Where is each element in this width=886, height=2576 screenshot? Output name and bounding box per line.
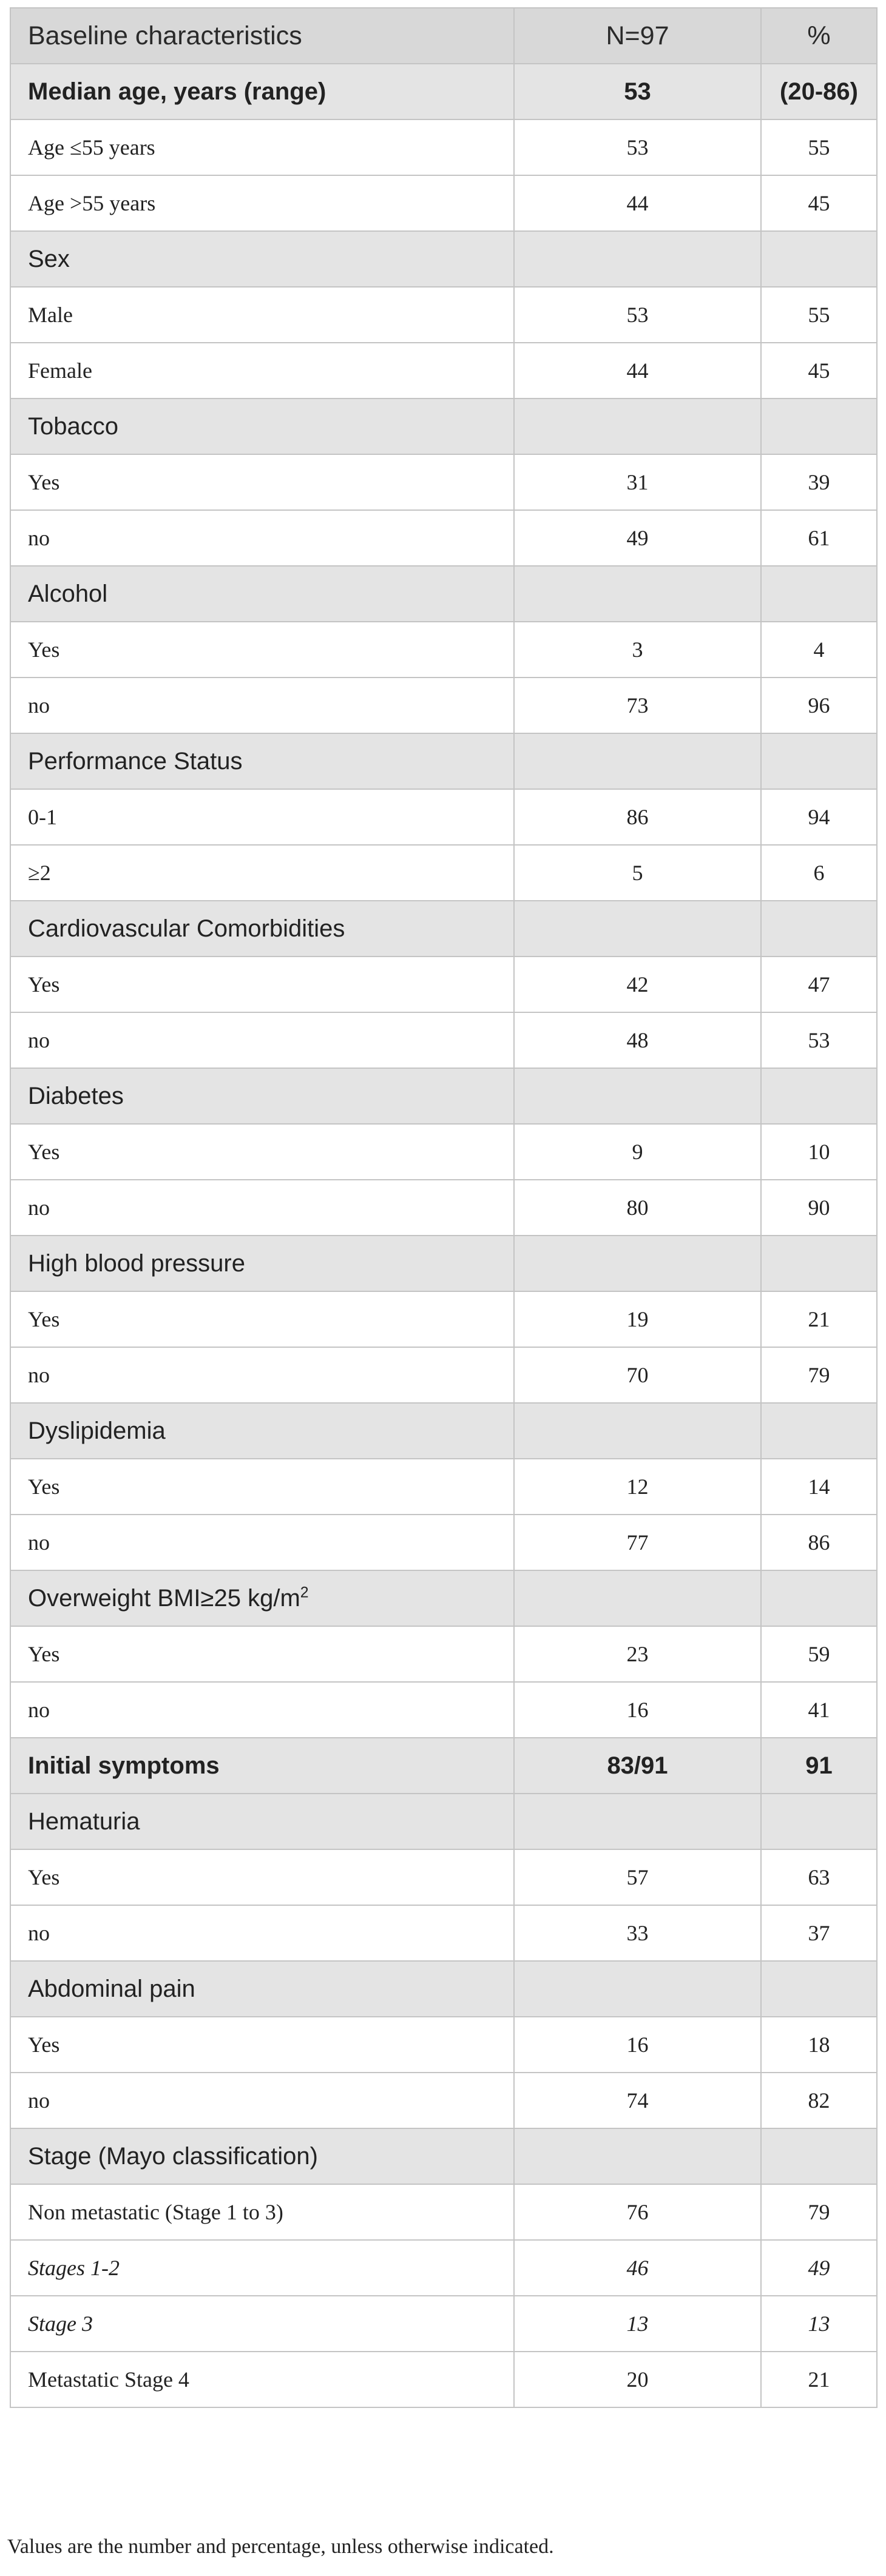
row-percent-value <box>761 2128 877 2184</box>
row-n-value: 31 <box>514 454 761 510</box>
table-section-row <box>10 1570 877 1626</box>
row-percent-value <box>761 399 877 454</box>
row-percent-value <box>761 231 877 287</box>
row-percent-value: 39 <box>761 454 877 510</box>
row-percent-value: 61 <box>761 510 877 566</box>
table-row <box>10 622 877 678</box>
table-row <box>10 1905 877 1961</box>
row-percent-value: 94 <box>761 789 877 845</box>
row-label: Yes <box>28 1642 60 1666</box>
row-label-cell <box>10 1570 514 1626</box>
row-n-value <box>514 1961 761 2017</box>
row-label: Age ≤55 years <box>28 135 155 160</box>
row-label: Diabetes <box>28 1082 124 1109</box>
table-row <box>10 2352 877 2407</box>
row-n-value: 3 <box>514 622 761 678</box>
table-row <box>10 2240 877 2296</box>
table-row <box>10 1180 877 1236</box>
row-percent-value: 47 <box>761 957 877 1012</box>
row-label: Initial symptoms <box>28 1752 220 1779</box>
row-percent-value <box>761 1794 877 1849</box>
row-percent-value <box>761 901 877 957</box>
row-label-cell <box>10 2240 514 2296</box>
table-row <box>10 1347 877 1403</box>
row-percent-value: 55 <box>761 287 877 343</box>
table-row <box>10 175 877 231</box>
row-label-cell <box>10 1905 514 1961</box>
table-section-row <box>10 399 877 454</box>
row-label-cell <box>10 789 514 845</box>
row-label-cell <box>10 1682 514 1738</box>
row-label-cell <box>10 1794 514 1849</box>
row-label: Yes <box>28 1475 60 1499</box>
row-label: Stages 1-2 <box>28 2256 120 2280</box>
row-percent-value <box>761 1236 877 1291</box>
table-row <box>10 1626 877 1682</box>
table-row <box>10 957 877 1012</box>
table-section-row <box>10 1236 877 1291</box>
row-n-value: 53 <box>514 119 761 175</box>
row-n-value <box>514 2128 761 2184</box>
row-label-cell <box>10 1515 514 1570</box>
row-label-cell <box>10 1124 514 1180</box>
row-label: 0-1 <box>28 805 57 829</box>
row-percent-value: 90 <box>761 1180 877 1236</box>
row-label: High blood pressure <box>28 1249 245 1277</box>
row-percent-value: 18 <box>761 2017 877 2073</box>
table-section-row <box>10 231 877 287</box>
row-percent-value: 55 <box>761 119 877 175</box>
row-n-value: 16 <box>514 2017 761 2073</box>
row-label-cell <box>10 1626 514 1682</box>
row-percent-value <box>761 1068 877 1124</box>
table-header-row <box>10 8 877 64</box>
row-label-cell <box>10 678 514 733</box>
table-row <box>10 2296 877 2352</box>
row-label-cell <box>10 845 514 901</box>
table-row <box>10 510 877 566</box>
row-percent-value: 53 <box>761 1012 877 1068</box>
row-percent-value: 41 <box>761 1682 877 1738</box>
row-n-value: 13 <box>514 2296 761 2352</box>
row-percent-value: (20-86) <box>761 64 877 119</box>
row-label-cell <box>10 957 514 1012</box>
row-percent-value <box>761 1403 877 1459</box>
row-label-cell <box>10 287 514 343</box>
table-row <box>10 1459 877 1515</box>
row-label: Overweight BMI≥25 kg/m <box>28 1584 300 1612</box>
row-n-value <box>514 231 761 287</box>
row-percent-value: 79 <box>761 1347 877 1403</box>
row-label: Abdominal pain <box>28 1975 195 2002</box>
row-label-cell <box>10 1012 514 1068</box>
row-label: Stage (Mayo classification) <box>28 2142 318 2170</box>
table-row <box>10 1515 877 1570</box>
row-label-cell <box>10 901 514 957</box>
row-label-cell <box>10 1849 514 1905</box>
row-label: Dyslipidemia <box>28 1417 166 1444</box>
table-row <box>10 678 877 733</box>
row-percent-value <box>761 1961 877 2017</box>
row-label-cell <box>10 343 514 399</box>
table-row <box>10 1012 877 1068</box>
row-n-value: 53 <box>514 287 761 343</box>
row-n-value: 16 <box>514 1682 761 1738</box>
header-baseline-characteristics: Baseline characteristics <box>10 8 514 64</box>
row-label-cell <box>10 2184 514 2240</box>
table-section-row <box>10 1738 877 1794</box>
row-n-value <box>514 399 761 454</box>
row-percent-value <box>761 1570 877 1626</box>
row-label: Female <box>28 358 92 383</box>
table-footnote: Values are the number and percentage, unless otherwise indicated. <box>7 2535 554 2558</box>
row-label-cell <box>10 1347 514 1403</box>
row-percent-value: 79 <box>761 2184 877 2240</box>
row-label-cell <box>10 2017 514 2073</box>
row-n-value: 33 <box>514 1905 761 1961</box>
table-section-row <box>10 1794 877 1849</box>
row-label: Performance Status <box>28 747 243 775</box>
row-label: Hematuria <box>28 1808 140 1835</box>
row-n-value: 9 <box>514 1124 761 1180</box>
row-label-cell <box>10 231 514 287</box>
table-row <box>10 1291 877 1347</box>
row-label-cell <box>10 566 514 622</box>
row-n-value: 57 <box>514 1849 761 1905</box>
row-label-cell <box>10 175 514 231</box>
row-label: Yes <box>28 1865 60 1889</box>
row-percent-value: 10 <box>761 1124 877 1180</box>
header-n: N=97 <box>514 8 761 64</box>
table-row <box>10 343 877 399</box>
row-label: no <box>28 2088 50 2113</box>
row-label: Yes <box>28 1140 60 1164</box>
row-label: Median age, years (range) <box>28 78 326 105</box>
row-label: Yes <box>28 2033 60 2057</box>
row-label-cell <box>10 622 514 678</box>
table-section-row <box>10 64 877 119</box>
row-n-value: 44 <box>514 343 761 399</box>
table-row <box>10 287 877 343</box>
row-n-value: 83/91 <box>514 1738 761 1794</box>
row-label: no <box>28 693 50 718</box>
row-percent-value <box>761 733 877 789</box>
row-label: Sex <box>28 245 70 272</box>
row-n-value: 48 <box>514 1012 761 1068</box>
row-n-value <box>514 1570 761 1626</box>
row-label: Yes <box>28 972 60 997</box>
row-label-cell <box>10 1291 514 1347</box>
row-n-value <box>514 733 761 789</box>
row-percent-value: 45 <box>761 343 877 399</box>
row-n-value: 53 <box>514 64 761 119</box>
table-section-row <box>10 1403 877 1459</box>
row-label: Non metastatic (Stage 1 to 3) <box>28 2200 283 2224</box>
row-label: no <box>28 1530 50 1555</box>
row-n-value: 74 <box>514 2073 761 2128</box>
table-section-row <box>10 566 877 622</box>
table-row <box>10 845 877 901</box>
row-n-value <box>514 566 761 622</box>
row-label-cell <box>10 1961 514 2017</box>
table-section-row <box>10 2128 877 2184</box>
row-label-cell <box>10 733 514 789</box>
row-percent-value: 96 <box>761 678 877 733</box>
table-row <box>10 1682 877 1738</box>
row-n-value: 46 <box>514 2240 761 2296</box>
row-label: Yes <box>28 1307 60 1331</box>
row-percent-value: 45 <box>761 175 877 231</box>
row-label-cell <box>10 1236 514 1291</box>
table-row <box>10 2073 877 2128</box>
table-section-row <box>10 733 877 789</box>
row-label-cell <box>10 399 514 454</box>
table-row <box>10 1124 877 1180</box>
row-n-value: 44 <box>514 175 761 231</box>
row-n-value <box>514 1068 761 1124</box>
row-label: no <box>28 1921 50 1945</box>
row-label: no <box>28 1698 50 1722</box>
table-section-row <box>10 1068 877 1124</box>
row-label-cell <box>10 1738 514 1794</box>
table-row <box>10 789 877 845</box>
row-percent-value: 21 <box>761 2352 877 2407</box>
row-label-cell <box>10 2073 514 2128</box>
row-label: no <box>28 1196 50 1220</box>
row-n-value: 12 <box>514 1459 761 1515</box>
row-label: Metastatic Stage 4 <box>28 2367 189 2392</box>
row-percent-value: 59 <box>761 1626 877 1682</box>
row-label: no <box>28 526 50 550</box>
row-percent-value: 6 <box>761 845 877 901</box>
row-label-cell <box>10 1068 514 1124</box>
row-n-value: 23 <box>514 1626 761 1682</box>
row-n-value: 86 <box>514 789 761 845</box>
row-label-cell <box>10 1180 514 1236</box>
table-row <box>10 2184 877 2240</box>
row-n-value: 77 <box>514 1515 761 1570</box>
row-percent-value: 13 <box>761 2296 877 2352</box>
row-label: Tobacco <box>28 412 118 440</box>
row-label-cell <box>10 510 514 566</box>
row-percent-value: 86 <box>761 1515 877 1570</box>
row-label: Cardiovascular Comorbidities <box>28 915 345 942</box>
table-row <box>10 2017 877 2073</box>
row-label-cell <box>10 64 514 119</box>
baseline-characteristics-table <box>10 7 878 2408</box>
table-row <box>10 1849 877 1905</box>
row-percent-value: 82 <box>761 2073 877 2128</box>
row-label: Yes <box>28 637 60 662</box>
row-label-cell <box>10 2352 514 2407</box>
row-n-value: 73 <box>514 678 761 733</box>
header-percent: % <box>761 8 877 64</box>
row-label-cell <box>10 1459 514 1515</box>
row-n-value <box>514 1794 761 1849</box>
row-percent-value: 37 <box>761 1905 877 1961</box>
row-label-cell <box>10 2128 514 2184</box>
row-n-value: 76 <box>514 2184 761 2240</box>
row-label: Male <box>28 303 73 327</box>
row-percent-value <box>761 566 877 622</box>
row-label: Alcohol <box>28 580 108 607</box>
row-percent-value: 63 <box>761 1849 877 1905</box>
row-percent-value: 4 <box>761 622 877 678</box>
row-label: Stage 3 <box>28 2312 93 2336</box>
row-n-value: 20 <box>514 2352 761 2407</box>
row-label-cell <box>10 119 514 175</box>
row-n-value: 80 <box>514 1180 761 1236</box>
row-label: no <box>28 1363 50 1387</box>
row-label: no <box>28 1028 50 1052</box>
table-section-row <box>10 901 877 957</box>
table-section-row <box>10 1961 877 2017</box>
row-label: Yes <box>28 470 60 494</box>
row-n-value <box>514 1403 761 1459</box>
row-label-cell <box>10 454 514 510</box>
row-percent-value: 49 <box>761 2240 877 2296</box>
row-label: ≥2 <box>28 861 51 885</box>
row-n-value <box>514 1236 761 1291</box>
row-label-cell <box>10 1403 514 1459</box>
row-n-value <box>514 901 761 957</box>
table-row <box>10 454 877 510</box>
row-percent-value: 91 <box>761 1738 877 1794</box>
row-n-value: 42 <box>514 957 761 1012</box>
row-label: Age >55 years <box>28 191 156 215</box>
row-percent-value: 21 <box>761 1291 877 1347</box>
table-body <box>10 8 877 2407</box>
table-row <box>10 119 877 175</box>
row-label-superscript: 2 <box>300 1584 309 1601</box>
row-label-cell <box>10 2296 514 2352</box>
row-n-value: 5 <box>514 845 761 901</box>
row-n-value: 49 <box>514 510 761 566</box>
row-n-value: 19 <box>514 1291 761 1347</box>
row-percent-value: 14 <box>761 1459 877 1515</box>
row-n-value: 70 <box>514 1347 761 1403</box>
